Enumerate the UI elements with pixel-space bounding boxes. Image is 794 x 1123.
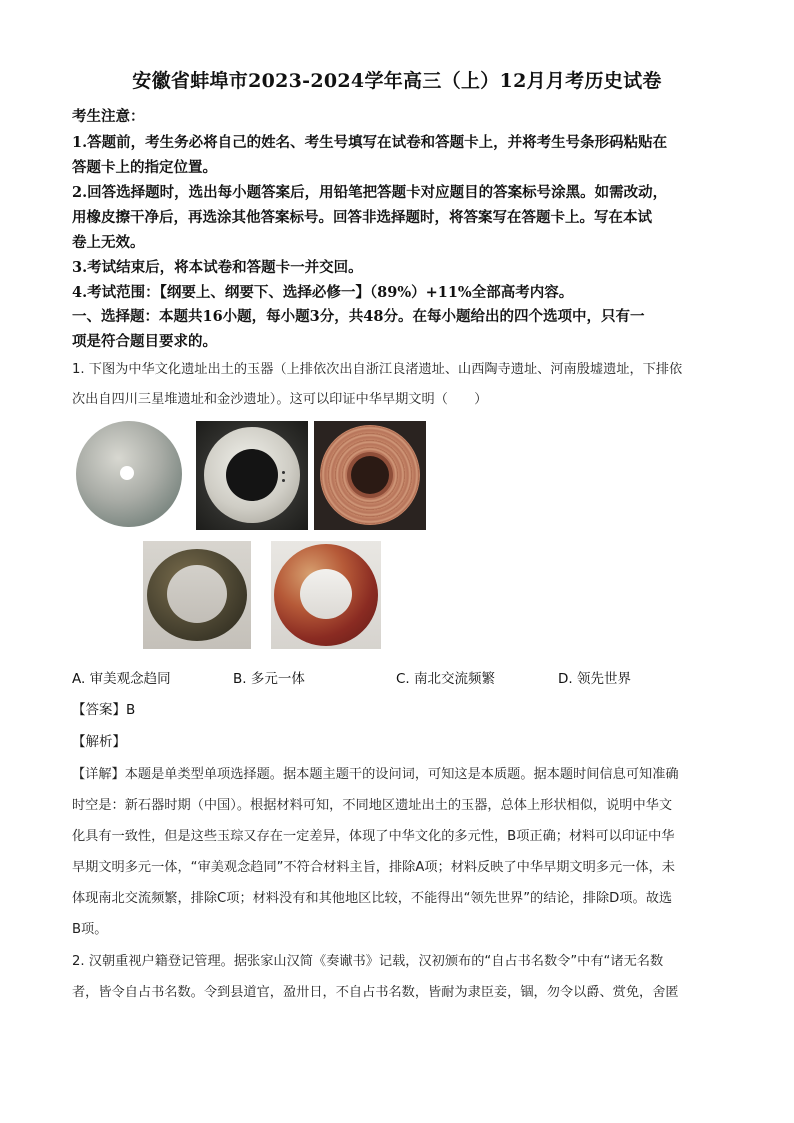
detail-line: 化具有一致性，但是这些玉琮又存在一定差异，体现了中华文化的多元性，B项正确；材料可以印证中华 [72,829,675,844]
taosi-jade-bi-image [196,421,308,530]
answer-label: 【答案】B [72,702,136,718]
notice-line: 用橡皮擦干净后，再选涂其他答案标号。回答非选择题时，将答案写在答题卡上。写在本试 [72,209,652,226]
detail-line: B项。 [72,922,108,937]
yinxu-jade-bi-image [314,421,426,530]
question-1-stem: 1. 下图为中华文化遗址出土的玉器（上排依次出自浙江良渚遗址、山西陶寺遗址、河南殷墟遗址，下排依 [72,362,683,377]
option-c: C. 南北交流频繁 [396,671,496,687]
liangzhu-jade-bi-image [74,418,184,530]
detail-line: 时空是：新石器时期（中国）。根据材料可知，不同地区遗址出土的玉器，总体上形状相似，说明中华文 [72,798,673,813]
page-title: 安徽省蚌埠市2023-2024学年高三（上）12月月考历史试卷 [132,70,662,92]
question-1-stem: 次出自四川三星堆遗址和金沙遗址）。这可以印证中华早期文明（ ） [72,392,488,407]
jinsha-jade-bi-image [271,541,381,649]
detail-line: 【详解】本题是单类型单项选择题。据本题主题干的设问词，可知这是本质题。据本题时间信息可知准确 [72,767,679,782]
notice-line: 1.答题前，考生务必将自己的姓名、考生号填写在试卷和答题卡上，并将考生号条形码粘贴在 [72,134,668,151]
option-d: D. 领先世界 [558,671,631,687]
notice-line: 3.考试结束后，将本试卷和答题卡一并交回。 [72,259,363,276]
option-b: B. 多元一体 [233,671,305,687]
detail-line: 体现南北交流频繁，排除C项；材料没有和其他地区比较，不能得出“领先世界”的结论，排除D项。故选 [72,891,673,906]
section-heading: 一、选择题：本题共16小题，每小题3分，共48分。在每小题给出的四个选项中，只有一 [72,308,645,325]
detail-line: 早期文明多元一体，“审美观念趋同”不符合材料主旨，排除A项；材料反映了中华早期文明多元一体，未 [72,860,675,875]
notice-line: 4.考试范围：【纲要上、纲要下、选择必修一】（89%）+11%全部高考内容。 [72,284,574,301]
sanxingdui-jade-bi-image [143,541,251,649]
notice-line: 2.回答选择题时，选出每小题答案后，用铅笔把答题卡对应题目的答案标号涂黑。如需改动， [72,184,668,201]
notice-line: 答题卡上的指定位置。 [72,159,217,176]
notice-heading: 考生注意： [72,108,145,125]
notice-line: 卷上无效。 [72,234,145,251]
section-heading: 项是符合题目要求的。 [72,333,217,350]
question-2-stem: 2. 汉朝重视户籍登记管理。据张家山汉简《奏谳书》记载，汉初颁布的“自占书名数令”中有“诸无名数 [72,954,664,969]
analysis-label: 【解析】 [72,734,126,750]
question-2-stem: 者，皆令自占书名数。令到县道官，盈卅日，不自占书名数，皆耐为隶臣妾，锢，勿令以爵、赏免，舍匿 [72,985,679,1000]
option-a: A. 审美观念趋同 [72,671,171,687]
